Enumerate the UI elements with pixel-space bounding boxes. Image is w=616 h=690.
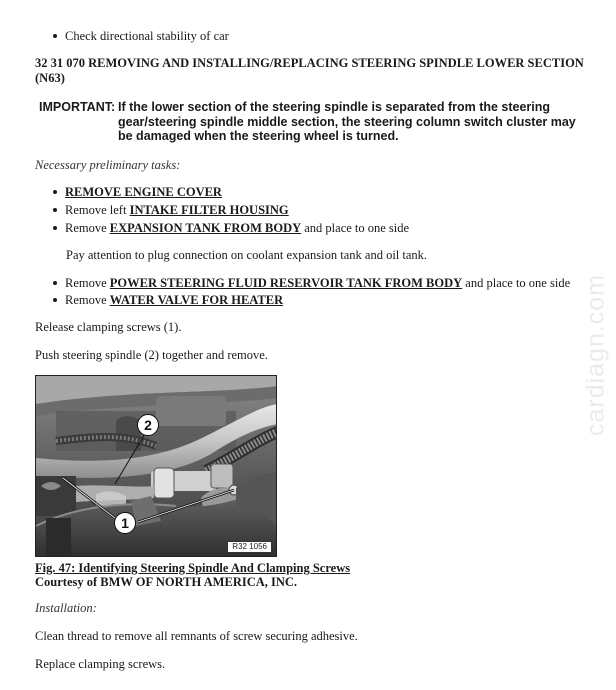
figure-caption [35,561,350,589]
callout-2 [137,414,159,436]
bullet-icon [53,226,57,230]
link-intake-filter-housing[interactable]: INTAKE FILTER HOUSING [129,203,289,217]
task-item [53,276,570,291]
note-plug-connection: Pay attention to plug connection on coolant expansion tank and oil tank. [66,248,428,262]
bullet-icon [53,281,57,285]
task-prefix: Remove [65,293,110,307]
bullet-text: Check directional stability of car [65,29,229,43]
section-heading: 32 31 070 REMOVING AND INSTALLING/REPLACING STEERING SPINDLE LOWER SECTION (N63) [35,56,584,85]
figure-title: Fig. 47: Identifying Steering Spindle And Clamping Screws [35,561,351,575]
task-suffix: and place to one side [301,221,410,235]
task-prefix: Remove [65,221,110,235]
task-suffix: and place to one side [462,276,571,290]
task-item [53,203,289,218]
task-prefix: Remove left [65,203,130,217]
engine-photo-illustration [36,376,277,557]
bullet-icon [53,298,57,302]
installation-heading: Installation: [35,601,97,615]
task-item [53,185,222,200]
step-push-spindle: Push steering spindle (2) together and remove. [35,348,268,362]
link-water-valve[interactable]: WATER VALVE FOR HEATER [109,293,284,307]
callout-2-label: 2 [144,417,152,433]
figure-photo [35,375,277,557]
link-expansion-tank[interactable]: EXPANSION TANK FROM BODY [109,221,302,235]
bullet-icon [53,208,57,212]
callout-1-label: 1 [121,515,129,531]
important-note [39,100,588,144]
task-item [53,221,409,236]
link-power-steering-reservoir[interactable]: POWER STEERING FLUID RESERVOIR TANK FROM BODY [109,276,463,290]
watermark: cardiagn.com [581,273,610,437]
install-step-replace-screws: Replace clamping screws. [35,657,166,671]
bullet-icon [53,190,57,194]
link-remove-engine-cover[interactable]: REMOVE ENGINE COVER [65,185,222,199]
install-step-clean-thread: Clean thread to remove all remnants of screw securing adhesive. [35,629,358,643]
preliminary-heading: Necessary preliminary tasks: [35,158,181,172]
figure-ref-code: R32 1056 [227,541,272,553]
task-prefix: Remove [65,276,110,290]
task-item [53,293,283,308]
important-label: IMPORTANT: [39,100,116,114]
step-release-screws: Release clamping screws (1). [35,320,182,334]
figure-credit: Courtesy of BMW OF NORTH AMERICA, INC. [35,575,298,589]
bullet-check-stability [53,29,229,44]
important-text: If the lower section of the steering spindle is separated from the steering gear/steering spindle middle section, the steering column switch cluster may be damaged when the steering wheel is turned. [118,100,576,143]
bullet-icon [53,34,57,38]
callout-1 [114,512,136,534]
